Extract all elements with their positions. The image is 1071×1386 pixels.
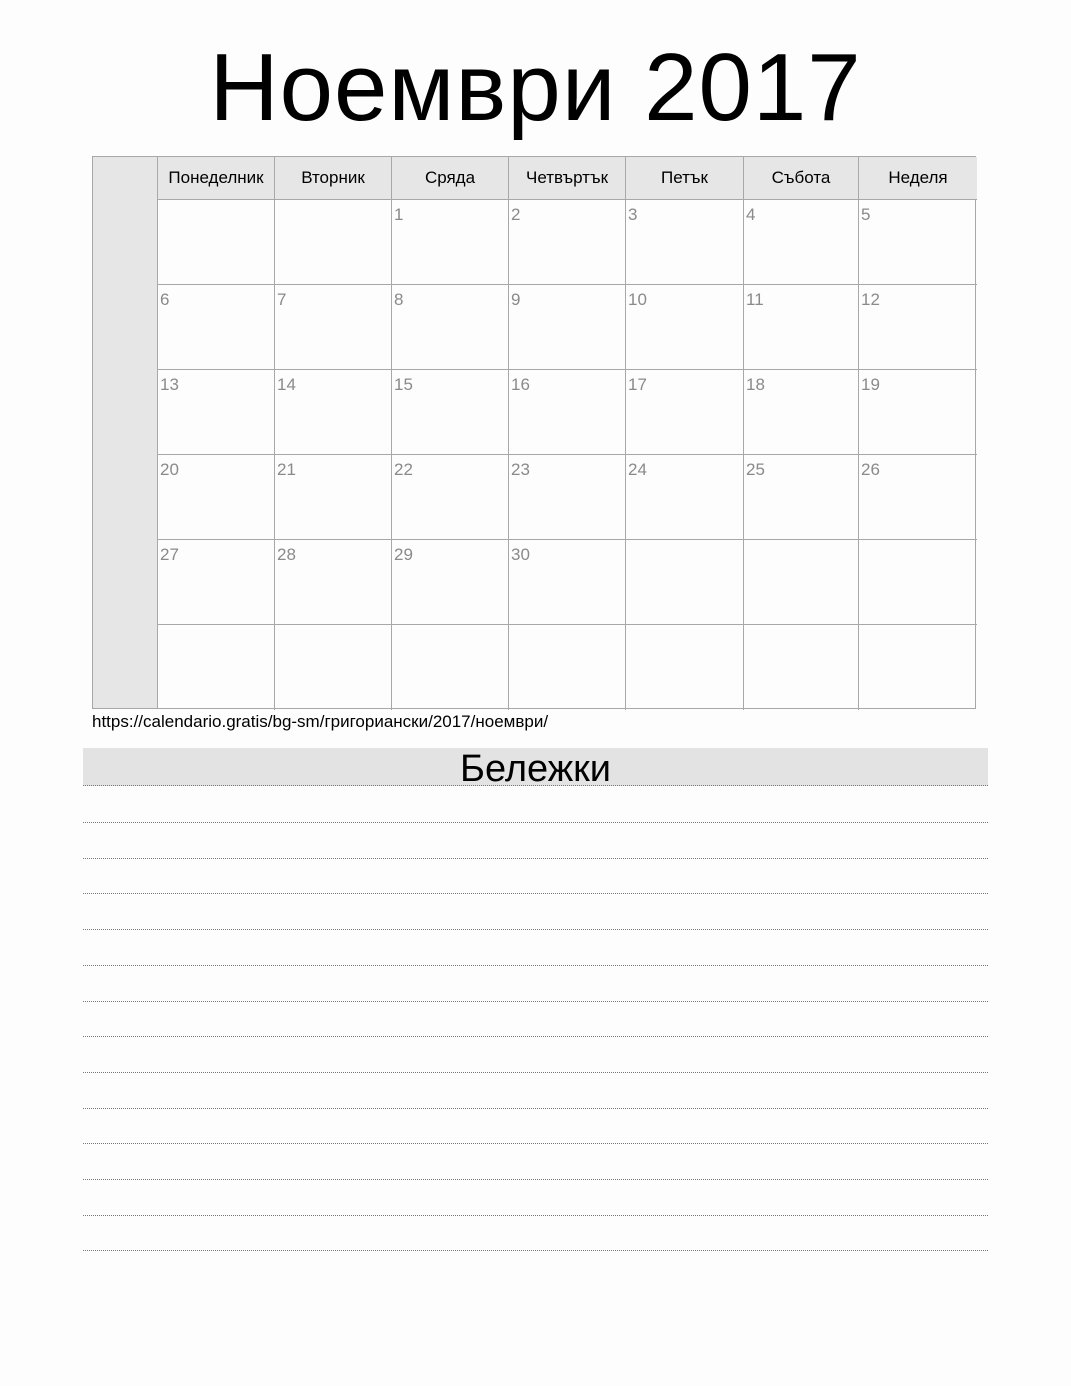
day-cell[interactable] [392,370,509,455]
day-cell[interactable] [626,455,744,540]
day-number: 11 [746,290,764,309]
note-line [83,1072,988,1073]
day-number: 12 [861,290,880,309]
day-cell[interactable] [626,200,744,285]
day-cell[interactable] [859,625,977,710]
day-cell[interactable] [509,625,626,710]
calendar-grid [92,156,976,709]
day-number: 17 [628,375,647,394]
day-cell[interactable] [626,370,744,455]
day-cell[interactable] [158,285,275,370]
day-number: 1 [394,205,404,224]
day-cell[interactable] [626,285,744,370]
day-number: 29 [394,545,413,564]
day-number: 19 [861,375,880,394]
day-cell[interactable] [509,200,626,285]
day-cell[interactable] [744,455,859,540]
note-line [83,858,988,859]
day-number: 3 [628,205,638,224]
source-url[interactable]: https://calendario.gratis/bg-sm/григориански/2017/ноември/ [92,712,549,731]
week-number-column [93,157,158,708]
day-cell[interactable] [859,285,977,370]
day-cell[interactable] [158,370,275,455]
note-line [83,1250,988,1251]
weekday-header: Събота [744,157,859,200]
day-number: 6 [160,290,170,309]
day-number: 5 [861,205,871,224]
day-cell[interactable] [744,285,859,370]
day-number: 21 [277,460,296,479]
day-cell[interactable] [509,455,626,540]
day-cell[interactable] [859,370,977,455]
day-cell[interactable] [392,625,509,710]
weekday-header: Вторник [275,157,392,200]
weekday-header: Понеделник [158,157,275,200]
note-line [83,965,988,966]
day-cell[interactable] [158,540,275,625]
day-cell[interactable] [275,200,392,285]
note-line [83,929,988,930]
day-number: 18 [746,375,765,394]
note-line [83,822,988,823]
day-number: 9 [511,290,521,309]
note-line [83,1108,988,1109]
day-number: 7 [277,290,287,309]
day-number: 15 [394,375,413,394]
notes-heading: Бележки [83,748,988,786]
weekday-header: Четвъртък [509,157,626,200]
note-line [83,893,988,894]
weekday-header: Петък [626,157,744,200]
day-number: 8 [394,290,404,309]
page-title: Ноември 2017 [209,34,862,141]
weekday-header: Неделя [859,157,977,200]
day-cell[interactable] [392,200,509,285]
day-cell[interactable] [275,540,392,625]
day-cell[interactable] [158,455,275,540]
day-cell[interactable] [275,370,392,455]
day-cell[interactable] [275,625,392,710]
day-number: 26 [861,460,880,479]
day-number: 14 [277,375,296,394]
day-cell[interactable] [744,370,859,455]
day-cell[interactable] [392,455,509,540]
day-number: 20 [160,460,179,479]
note-line [83,1036,988,1037]
day-cell[interactable] [275,285,392,370]
day-number: 2 [511,205,521,224]
day-cell[interactable] [509,285,626,370]
day-cell[interactable] [509,540,626,625]
day-cell[interactable] [158,200,275,285]
day-number: 30 [511,545,530,564]
day-cell[interactable] [744,200,859,285]
note-line [83,1001,988,1002]
day-number: 25 [746,460,765,479]
day-cell[interactable] [859,200,977,285]
day-cell[interactable] [744,540,859,625]
day-cell[interactable] [626,540,744,625]
day-number: 27 [160,545,179,564]
day-number: 4 [746,205,756,224]
day-cell[interactable] [392,540,509,625]
day-number: 10 [628,290,647,309]
day-cell[interactable] [158,625,275,710]
day-cell[interactable] [509,370,626,455]
day-number: 13 [160,375,179,394]
day-number: 24 [628,460,647,479]
day-cell[interactable] [275,455,392,540]
day-number: 23 [511,460,530,479]
day-cell[interactable] [744,625,859,710]
day-number: 16 [511,375,530,394]
day-cell[interactable] [859,540,977,625]
day-number: 22 [394,460,413,479]
day-cell[interactable] [626,625,744,710]
weekday-header: Сряда [392,157,509,200]
note-line [83,1215,988,1216]
note-line [83,1179,988,1180]
day-cell[interactable] [859,455,977,540]
day-number: 28 [277,545,296,564]
day-cell[interactable] [392,285,509,370]
note-line [83,1143,988,1144]
